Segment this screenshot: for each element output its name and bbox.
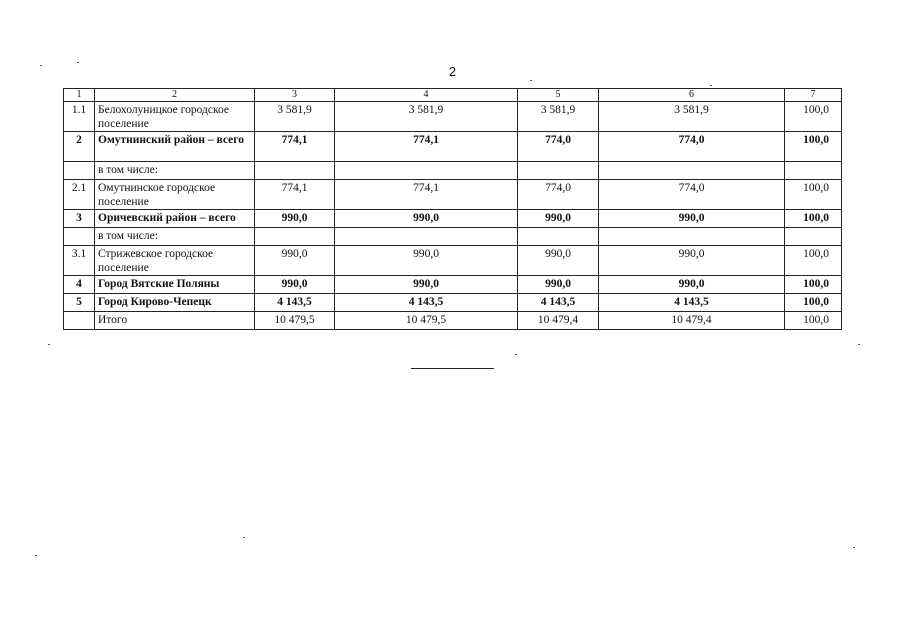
row-number-cell: [64, 228, 95, 246]
percent-cell: 100,0: [785, 312, 842, 330]
value-cell: [518, 228, 599, 246]
value-cell: 774,0: [599, 180, 785, 210]
header-cell: 2: [95, 89, 255, 102]
table-row: [64, 294, 842, 312]
row-name-cell: Оричевский район – всего: [95, 210, 255, 228]
value-cell: 774,1: [335, 132, 518, 162]
row-number-cell: 4: [64, 276, 95, 294]
table-row: [64, 312, 842, 330]
table-row: [64, 162, 842, 180]
table-row: [64, 132, 842, 162]
table-row: [64, 180, 842, 210]
value-cell: 990,0: [518, 246, 599, 276]
closing-rule: [411, 368, 494, 369]
row-name-cell: Белохолуницкое городское поселение: [95, 102, 255, 132]
value-cell: [255, 228, 335, 246]
row-name-cell: Итого: [95, 312, 255, 330]
value-cell: [599, 228, 785, 246]
value-cell: 3 581,9: [518, 102, 599, 132]
value-cell: 990,0: [255, 276, 335, 294]
value-cell: [599, 162, 785, 180]
percent-cell: 100,0: [785, 180, 842, 210]
value-cell: [518, 162, 599, 180]
percent-cell: 100,0: [785, 294, 842, 312]
header-cell: 1: [64, 89, 95, 102]
value-cell: 990,0: [335, 246, 518, 276]
value-cell: 990,0: [518, 210, 599, 228]
value-cell: 10 479,4: [599, 312, 785, 330]
row-number-cell: 3.1: [64, 246, 95, 276]
value-cell: 990,0: [335, 276, 518, 294]
value-cell: 4 143,5: [335, 294, 518, 312]
value-cell: 3 581,9: [255, 102, 335, 132]
value-cell: 774,1: [335, 180, 518, 210]
value-cell: 990,0: [255, 246, 335, 276]
scan-speck: [710, 85, 712, 86]
percent-cell: 100,0: [785, 102, 842, 132]
scan-speck: [530, 80, 532, 81]
scan-speck: [35, 555, 37, 556]
scan-speck: [48, 344, 50, 345]
header-cell: 5: [518, 89, 599, 102]
percent-cell: 100,0: [785, 276, 842, 294]
value-cell: 990,0: [335, 210, 518, 228]
header-cell: 3: [255, 89, 335, 102]
table-row: [64, 228, 842, 246]
row-number-cell: 3: [64, 210, 95, 228]
row-name-cell: Омутнинский район – всего: [95, 132, 255, 162]
value-cell: 10 479,5: [335, 312, 518, 330]
value-cell: 3 581,9: [599, 102, 785, 132]
value-cell: 4 143,5: [255, 294, 335, 312]
row-number-cell: [64, 162, 95, 180]
percent-cell: 100,0: [785, 210, 842, 228]
value-cell: 990,0: [518, 276, 599, 294]
scan-speck: [858, 344, 860, 345]
budget-table: [63, 88, 842, 330]
value-cell: 774,1: [255, 180, 335, 210]
value-cell: 774,0: [518, 180, 599, 210]
value-cell: [335, 228, 518, 246]
scan-speck: [40, 65, 42, 66]
value-cell: 774,1: [255, 132, 335, 162]
row-number-cell: 2: [64, 132, 95, 162]
value-cell: [255, 162, 335, 180]
percent-cell: [785, 228, 842, 246]
row-number-cell: 1.1: [64, 102, 95, 132]
table-row: [64, 210, 842, 228]
value-cell: 990,0: [255, 210, 335, 228]
row-name-cell: Город Вятские Поляны: [95, 276, 255, 294]
value-cell: 774,0: [599, 132, 785, 162]
scan-speck: [77, 62, 79, 63]
value-cell: 990,0: [599, 276, 785, 294]
row-name-cell: Омутнинское городское поселение: [95, 180, 255, 210]
scan-speck: [853, 547, 855, 548]
value-cell: 10 479,5: [255, 312, 335, 330]
value-cell: 4 143,5: [518, 294, 599, 312]
table-row: [64, 246, 842, 276]
header-cell: 6: [599, 89, 785, 102]
row-name-cell: в том числе:: [95, 162, 255, 180]
table-row: [64, 102, 842, 132]
value-cell: [335, 162, 518, 180]
value-cell: 990,0: [599, 210, 785, 228]
page-number: 2: [448, 64, 457, 79]
row-number-cell: [64, 312, 95, 330]
header-cell: 4: [335, 89, 518, 102]
row-name-cell: Стрижевское городское поселение: [95, 246, 255, 276]
value-cell: 774,0: [518, 132, 599, 162]
row-name-cell: Город Кирово-Чепецк: [95, 294, 255, 312]
percent-cell: 100,0: [785, 246, 842, 276]
row-number-cell: 5: [64, 294, 95, 312]
value-cell: 4 143,5: [599, 294, 785, 312]
value-cell: 3 581,9: [335, 102, 518, 132]
table-body: [64, 89, 842, 330]
row-number-cell: 2.1: [64, 180, 95, 210]
scan-speck: [515, 354, 517, 355]
header-cell: 7: [785, 89, 842, 102]
percent-cell: [785, 162, 842, 180]
value-cell: 10 479,4: [518, 312, 599, 330]
table-header-row: [64, 89, 842, 102]
row-name-cell: в том числе:: [95, 228, 255, 246]
value-cell: 990,0: [599, 246, 785, 276]
percent-cell: 100,0: [785, 132, 842, 162]
scan-speck: [243, 537, 245, 538]
table-row: [64, 276, 842, 294]
